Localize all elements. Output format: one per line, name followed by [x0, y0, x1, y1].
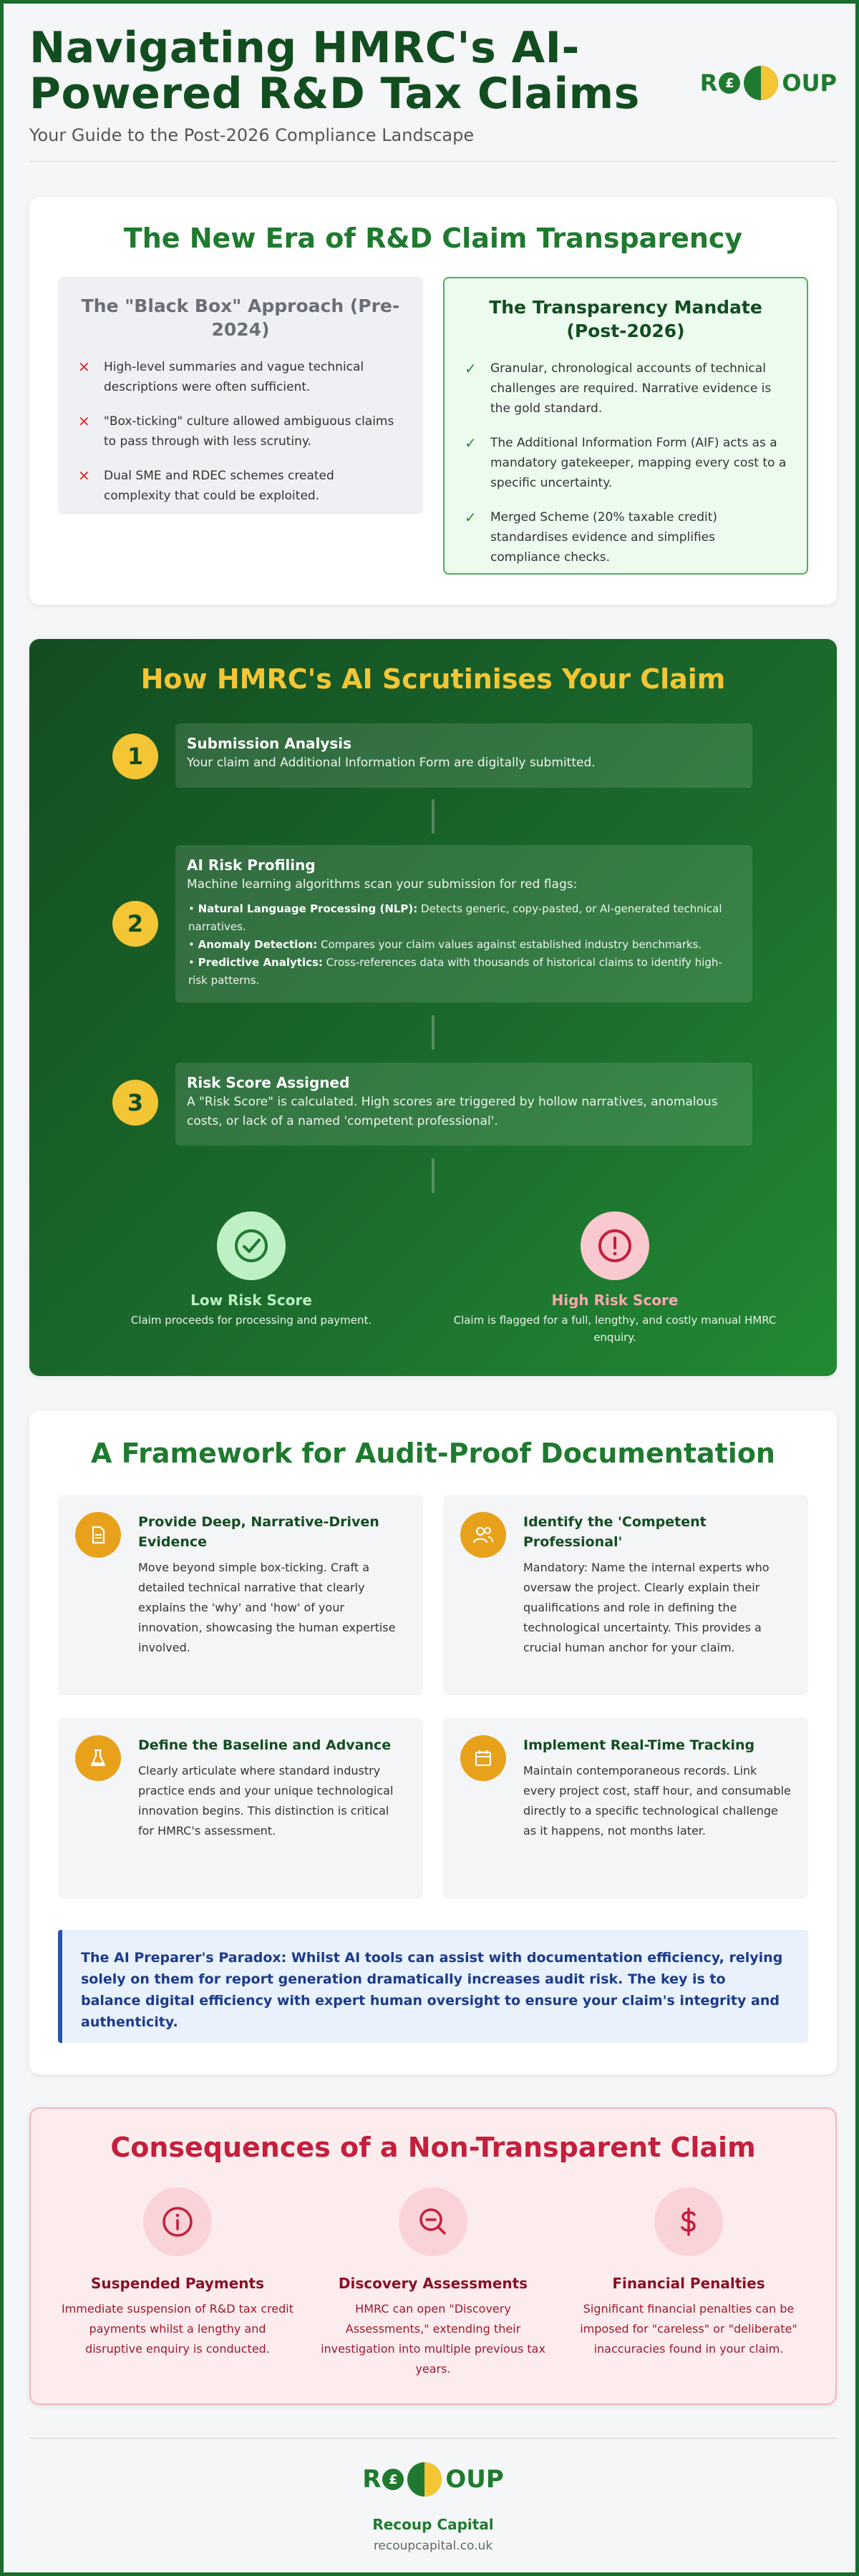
consequence-text: HMRC can open "Discovery Assessments," extending their investigation into multiple previous tax years.: [321, 2302, 545, 2376]
check-icon: ✓: [465, 434, 477, 452]
black-box-heading: The "Black Box" Approach (Pre-2024): [81, 296, 400, 340]
step-risk-score: [175, 1063, 752, 1146]
alert-circle-icon: [581, 1211, 649, 1280]
list-item-text: The Additional Information Form (AIF) acts as a mandatory gatekeeper, mapping every cost to a specific uncertainty.: [490, 436, 787, 490]
bullet-text: Cross-references data with thousands of historical claims to identify high-risk patterns.: [188, 956, 722, 987]
header: [29, 25, 837, 161]
framework-item-text: Maintain contemporaneous records. Link every project cost, staff hour, and consumable directly to a specific technological challenge as it happens, not months later.: [523, 1764, 791, 1838]
framework-item-text: Move beyond simple box-ticking. Craft a detailed technical narrative that clearly explains the 'why' and 'how' of your innovation, showcasing the human expertise involved.: [138, 1561, 396, 1654]
pound-coin-icon: £: [719, 72, 740, 94]
era-title: The New Era of R&D Claim Transparency: [123, 223, 743, 254]
cross-icon: ✕: [78, 467, 90, 484]
step-risk-profiling: [175, 845, 752, 1002]
high-risk-text: Claim is flagged for a full, lengthy, and costly manual HMRC enquiry.: [453, 1314, 777, 1344]
brand-logo[interactable]: [700, 64, 837, 102]
list-item-text: Dual SME and RDEC schemes created complexity that could be exploited.: [104, 469, 334, 503]
step-title: Submission Analysis: [187, 735, 352, 752]
list-item: • Anomaly Detection: Compares your claim values against established industry benchmarks.: [188, 938, 702, 951]
calendar-icon: [460, 1735, 506, 1781]
consequence-item: [315, 2187, 551, 2379]
consequence-item: [59, 2187, 296, 2359]
bullet-text: Detects generic, copy-pasted, or AI-generated technical narratives.: [188, 902, 722, 933]
high-risk-title: High Risk Score: [551, 1292, 679, 1309]
flask-icon: [75, 1735, 121, 1781]
info-icon: [143, 2187, 212, 2256]
framework-item: [443, 1495, 808, 1695]
check-icon: ✓: [465, 509, 477, 526]
low-risk-outcome: [72, 1211, 430, 1329]
company-url[interactable]: recoupcapital.co.uk: [373, 2539, 493, 2553]
logo-text-right: OUP: [445, 2465, 504, 2494]
list-item: [78, 411, 403, 452]
pie-chart-icon: [405, 2460, 444, 2499]
dollar-icon: [654, 2187, 723, 2256]
logo-text-left: R: [699, 69, 718, 97]
framework-item-text: Clearly articulate where standard industry practice ends and your unique technological innovation begins. This distinction is critical for HMRC's assessment.: [138, 1764, 394, 1838]
framework-item: [58, 1495, 423, 1695]
list-item-text: Merged Scheme (20% taxable credit) standardises evidence and simplifies compliance checks.: [490, 510, 718, 565]
list-item-text: High-level summaries and vague technical descriptions were often sufficient.: [104, 360, 364, 394]
consequence-title: Suspended Payments: [91, 2275, 264, 2292]
check-circle-icon: [217, 1211, 286, 1280]
logo-text-right: OUP: [782, 69, 837, 97]
footer-logo[interactable]: [29, 2460, 837, 2499]
bullet-label: Predictive Analytics:: [198, 956, 323, 969]
header-divider: [29, 161, 837, 162]
connector-line: [432, 1158, 435, 1193]
step-title: Risk Score Assigned: [187, 1074, 350, 1091]
consequence-item: [571, 2187, 807, 2359]
pound-coin-icon: £: [382, 2469, 404, 2490]
step-text: Your claim and Additional Information Form are digitally submitted.: [187, 756, 596, 770]
framework-item-title: Identify the 'Competent Professional': [523, 1514, 707, 1550]
ai-paradox-callout: The AI Preparer's Paradox: Whilst AI tools can assist with documentation efficiency, relying solely on them for report generation dramatically increases audit risk. The key is to balance digital efficiency with expert human oversight to ensure your claim's integrity and authenticity.: [58, 1930, 808, 2043]
connector-line: [432, 1015, 435, 1050]
list-item: • Natural Language Processing (NLP): Detects generic, copy-pasted, or AI-generated technical narratives.: [188, 902, 722, 933]
step-number: 1: [112, 733, 158, 779]
list-item: [78, 357, 403, 397]
step-text: A "Risk Score" is calculated. High scores are triggered by hollow narratives, anomalous costs, or lack of a named 'competent professional'.: [187, 1095, 718, 1128]
consequences-title: Consequences of a Non-Transparent Claim: [110, 2132, 756, 2163]
ai-title: How HMRC's AI Scrutinises Your Claim: [140, 663, 726, 695]
consequences-section: [29, 2107, 837, 2405]
high-risk-outcome: [436, 1211, 794, 1346]
step-number: 3: [112, 1080, 158, 1126]
framework-section: [29, 1410, 837, 2074]
pie-chart-icon: [742, 64, 780, 102]
low-risk-text: Claim proceeds for processing and payment.: [130, 1314, 372, 1327]
consequence-title: Discovery Assessments: [338, 2275, 528, 2292]
footer: [29, 2438, 837, 2560]
cross-icon: ✕: [78, 413, 90, 430]
list-item: [465, 433, 787, 493]
framework-title: A Framework for Audit-Proof Documentation: [91, 1438, 775, 1469]
list-item-text: "Box-ticking" culture allowed ambiguous claims to pass through with less scrutiny.: [104, 414, 394, 449]
company-name: Recoup Capital: [372, 2516, 494, 2533]
list-item: [78, 466, 403, 506]
ai-section: [29, 639, 837, 1376]
step-title: AI Risk Profiling: [187, 857, 316, 874]
framework-item-text: Mandatory: Name the internal experts who oversaw the project. Clearly explain their qualifications and role in defining the technological uncertainty. This provides a crucial human anchor for your claim.: [523, 1561, 770, 1654]
step-number: 2: [112, 901, 158, 947]
list-item: [465, 358, 787, 419]
era-section: [29, 197, 837, 605]
page-subtitle: Your Guide to the Post-2026 Compliance Landscape: [29, 125, 475, 145]
framework-item-title: Implement Real-Time Tracking: [523, 1737, 755, 1753]
low-risk-title: Low Risk Score: [190, 1292, 312, 1309]
cross-icon: ✕: [78, 358, 90, 376]
consequence-text: Immediate suspension of R&D tax credit payments whilst a lengthy and disruptive enquiry is conducted.: [62, 2302, 293, 2356]
step-submission: [175, 723, 752, 788]
people-icon: [460, 1512, 506, 1558]
consequence-text: Significant financial penalties can be imposed for "careless" or "deliberate" inaccuracies found in your claim.: [580, 2302, 797, 2356]
page-title: Navigating HMRC's AI-Powered R&D Tax Claims: [29, 23, 640, 119]
step-text: Machine learning algorithms scan your submission for red flags:: [187, 877, 578, 892]
search-minus-icon: [399, 2187, 467, 2256]
transparency-heading: The Transparency Mandate (Post-2026): [489, 297, 762, 341]
framework-item-title: Define the Baseline and Advance: [138, 1737, 392, 1753]
bullet-label: Natural Language Processing (NLP):: [198, 902, 418, 915]
list-item: [465, 507, 787, 567]
document-icon: [75, 1512, 121, 1558]
transparency-panel: [443, 277, 808, 575]
footer-divider: [29, 2438, 837, 2439]
framework-item-title: Provide Deep, Narrative-Driven Evidence: [138, 1514, 379, 1550]
connector-line: [432, 799, 435, 834]
list-item: • Predictive Analytics: Cross-references data with thousands of historical claims to identify high-risk patterns.: [188, 956, 722, 987]
bullet-text: Compares your claim values against established industry benchmarks.: [317, 938, 702, 951]
framework-item: [58, 1718, 423, 1898]
framework-item: [443, 1718, 808, 1898]
list-item-text: Granular, chronological accounts of technical challenges are required. Narrative evidence is the gold standard.: [490, 361, 772, 416]
consequence-title: Financial Penalties: [612, 2275, 765, 2292]
logo-text-left: R: [362, 2465, 382, 2494]
check-icon: ✓: [465, 360, 477, 377]
bullet-label: Anomaly Detection:: [198, 938, 318, 951]
black-box-panel: [58, 277, 423, 514]
risk-methods-list: [187, 900, 741, 990]
